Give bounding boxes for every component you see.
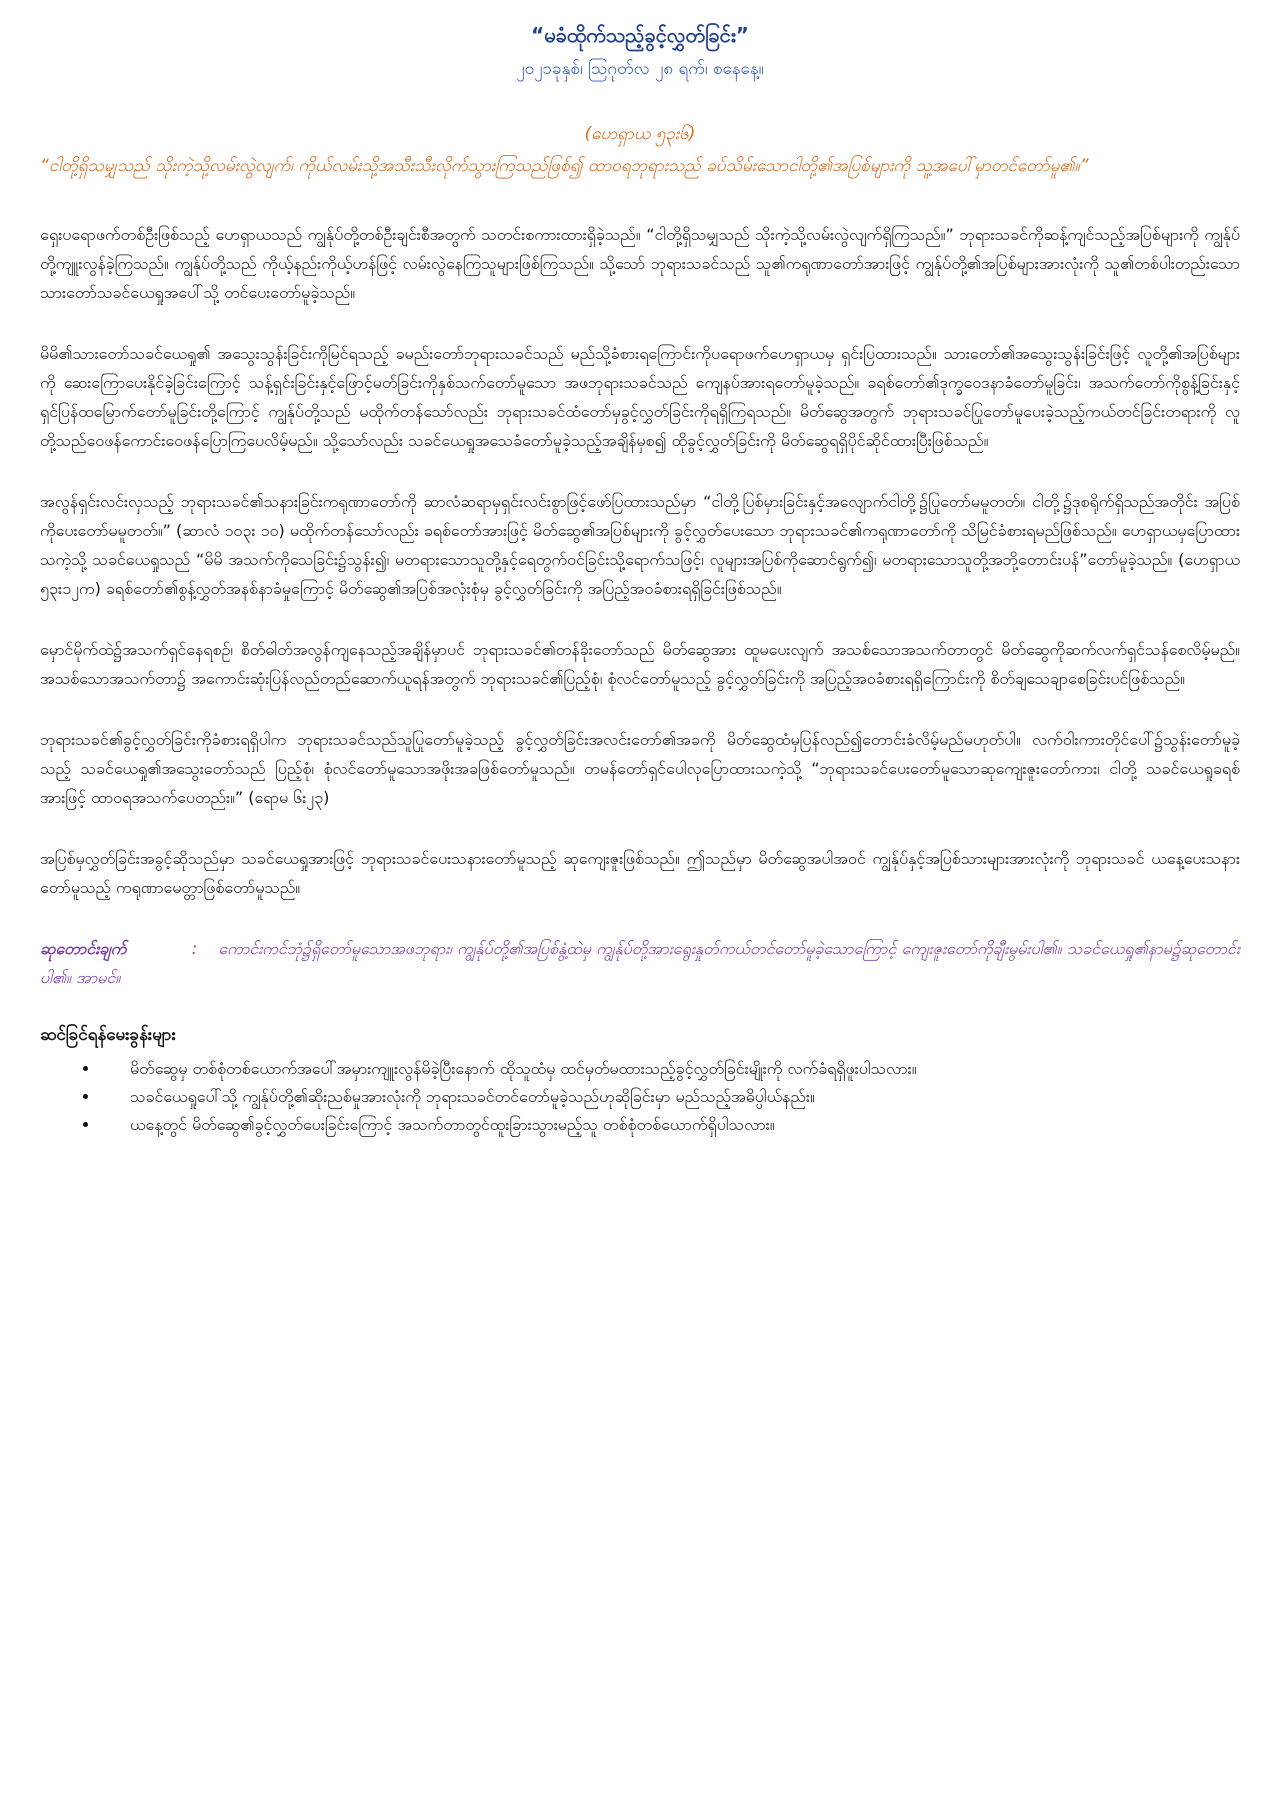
body-paragraph-5: ဘုရားသခင်၏ခွင့်လွှတ်ခြင်းကိုခံစားရရှိပါက ဘုရားသခင်သည်သူပြုတော်မူခဲ့သည့် ခွင့်လွှတ်ခြင်းအလင်းတော်၏အခကို မိတ်ဆွေထံမှပြန်လည်၍တောင်းခံလိမ့်မည်မဟုတ်ပါ။ လက်ဝါးကားတိုင်ပေါ်၌သွန်းတော်မူခဲ့သည့် သခင်ယေရှု၏အသွေးတော်သည် ပြည့်စုံ၊ စုံလင်တော်မူသောအဖိုးအခဖြစ်တော်မူသည်။ တမန်တော်ရှင်ပေါလုပြောထားသကဲ့သို့ “ဘုရားသခင်ပေးတော်မူသောဆုကျေးဇူးတော်ကား၊ ငါတို့ သခင်ယေရှုခရစ်အားဖြင့် ထာဝရအသက်ပေတည်း။” (ရောမ ၆း၂၃)	[40, 730, 1240, 807]
body-paragraph-6: အပြစ်မှလွှတ်ခြင်းအခွင့်ဆိုသည်မှာ သခင်ယေရှုအားဖြင့် ဘုရားသခင်ပေးသနားတော်မူသည့် ဆုကျေးဇူးဖြစ်သည်။ ဤသည်မှာ မိတ်ဆွေအပါအဝင် ကျွန်ုပ်နှင့်အပြစ်သားများအားလုံးကို ဘုရားသခင် ယနေ့ပေးသနားတော်မူသည့် ကရုဏာမေတ္တာဖြစ်တော်မူသည်။	[40, 849, 1240, 897]
question-item: • မိတ်ဆွေမှ တစ်စုံတစ်ယောက်အပေါ်အမှားကျူးလွန်မိခဲ့ပြီးနောက် ထိုသူထံမှ ထင်မှတ်မထားသည့်ခွင့်လွှတ်ခြင်းမျိုးကို လက်ခံရရှိဖူးပါသလား။	[100, 1055, 1240, 1083]
body-paragraph-4: မှောင်မိုက်ထဲ၌အသက်ရှင်နေရစဉ်၊ စိတ်ဓါတ်အလွန်ကျနေသည့်အချိန်မှာပင် ဘုရားသခင်၏တန်ခိုးတော်သည် မိတ်ဆွေအား ထူမပေးလျက် အသစ်သောအသက်တာတွင် မိတ်ဆွေကိုဆက်လက်ရှင်သန်စေလိမ့်မည်။ အသစ်သောအသက်တာ၌ အကောင်းဆုံးပြန်လည်တည်ဆောက်ယူရန်အတွက် ဘုရားသခင်၏ပြည့်စုံ၊ စုံလင်တော်မူသည့် ခွင့်လွှတ်ခြင်းကို အပြည့်အဝခံစားရရှိကြောင်းကို စိတ်ချသေချာစေခြင်းပင်ဖြစ်သည်။	[40, 640, 1240, 688]
question-item: • ယနေ့တွင် မိတ်ဆွေ၏ခွင့်လွှတ်ပေးခြင်းကြောင့် အသက်တာတွင်ထူးခြားသွားမည့်သူ တစ်စုံတစ်ယောက်ရှိပါသလား။	[100, 1111, 1240, 1139]
questions-heading: ဆင်ခြင်ရန်မေးခွန်းများ	[40, 1025, 176, 1045]
scripture-quote: “ငါတို့ရှိသမျှသည် သိုးကဲ့သို့လမ်းလွဲလျက်၊ ကိုယ်လမ်းသို့အသီးသီးလိုက်သွားကြသည်ဖြစ်၍ ထာဝရဘုရားသည် ခပ်သိမ်းသောငါတို့၏အပြစ်များကို သူ့အပေါ်မှာတင်တော်မူ၏။”	[40, 156, 1089, 176]
page-date: ၂၀၂၁ခုနှစ်၊ ဩဂုတ်လ ၂၈ ရက်၊ စနေနေ့။	[516, 59, 764, 79]
page-title: “မခံထိုက်သည့်ခွင့်လွှတ်ခြင်း”	[531, 23, 749, 47]
prayer-label: ဆုတောင်းချက်	[40, 939, 127, 958]
prayer-separator: :	[191, 939, 198, 958]
question-item: • သခင်ယေရှုပေါ်သို့ ကျွန်ုပ်တို့၏ဆိုးညစ်မှုအားလုံးကို ဘုရားသခင်တင်တော်မူခဲ့သည်ဟုဆိုခြင်းမှာ မည်သည့်အဓိပ္ပါယ်နည်း။	[100, 1083, 1240, 1111]
questions-list	[40, 1055, 1240, 1139]
prayer-block	[40, 934, 1240, 992]
body-paragraph-3: အလွန်ရှင်းလင်းလှသည့် ဘုရားသခင်၏သနားခြင်းကရုဏာတော်ကို ဆာလံဆရာမှရှင်းလင်းစွာဖြင့်ဖော်ပြထားသည်မှာ “ငါတို့ပြစ်မှားခြင်းနှင့်အလျောက်ငါတို့၌ပြုတော်မမူတတ်။ ငါတို့၌ဒုစရိုက်ရှိသည်အတိုင်း အပြစ်ကိုပေးတော်မမူတတ်။” (ဆာလံ ၁၀၃း ၁၀) မထိုက်တန်သော်လည်း ခရစ်တော်အားဖြင့် မိတ်ဆွေ၏အပြစ်များကို ခွင့်လွှတ်ပေးသော ဘုရားသခင်၏ကရုဏာတော်ကို သိမြင်ခံစားရမည်ဖြစ်သည်။ ဟေရှာယမှပြောထားသကဲ့သို့ သခင်ယေရှုသည် “မိမိ အသက်ကိုသေခြင်း၌သွန်း၍၊ မတရားသောသူတို့နှင့်ရေတွက်ဝင်ခြင်းသို့ရောက်သဖြင့်၊ လူများအပြစ်ကိုဆောင်ရွက်၍၊ မတရားသောသူတို့အဘို့တောင်းပန်”တော်မူခဲ့သည်။ (ဟေရှာယ ၅၃း၁၂က) ခရစ်တော်၏စွန့်လွှတ်အနစ်နာခံမှုကြောင့် မိတ်ဆွေ၏အပြစ်အလုံးစုံမှ ခွင့်လွှတ်ခြင်းကို အပြည့်အဝခံစားရရှိခြင်းဖြစ်သည်။	[40, 492, 1241, 598]
body-paragraph-2: မိမိ၏သားတော်သခင်ယေရှု၏ အသွေးသွန်းခြင်းကိုမြင်ရသည့် ခမည်းတော်ဘုရားသခင်သည် မည်သို့ခံစားရကြောင်းကိုပရောဖက်ဟေရှာယမှ ရှင်းပြထားသည်။ သားတော်၏အသွေးသွန်းခြင်းဖြင့် လူတို့၏အပြစ်များကို ဆေးကြောပေးနိုင်ခဲ့ခြင်းကြောင့် သန့်ရှင်းခြင်းနှင့်ဖြောင့်မတ်ခြင်းကိုနှစ်သက်တော်မူသော အဖဘုရားသခင်သည် ကျေနပ်အားရတော်မူခဲ့သည်။ ခရစ်တော်၏ဒုက္ခဝေဒနာခံတော်မူခြင်း၊ အသက်တော်ကိုစွန့်ခြင်းနှင့်ရှင်ပြန်ထမြောက်တော်မူခြင်းတို့ကြောင့် ကျွန်ုပ်တို့သည် မထိုက်တန်သော်လည်း ဘုရားသခင်ထံတော်မှခွင့်လွှတ်ခြင်းကိုရရှိကြရသည်။ မိတ်ဆွေအတွက် ဘုရားသခင်ပြုတော်မူပေးခဲ့သည့်ကယ်တင်ခြင်းတရားကို လူတို့သည်ဝေဖန်ကောင်းဝေဖန်ပြောကြပေလိမ့်မည်။ သို့သော်လည်း သခင်ယေရှုအသေခံတော်မူခဲ့သည့်အချိန်မှစ၍ ထိုခွင့်လွှတ်ခြင်းကို မိတ်ဆွေရရှိပိုင်ဆိုင်ထားပြီးဖြစ်သည်။	[40, 344, 1240, 450]
scripture-reference: (ဟေရှာယ ၅၃း၆)	[584, 124, 696, 144]
body-paragraph-1: ရှေးပရောဖက်တစ်ဦးဖြစ်သည့် ဟေရှာယသည် ကျွန်ုပ်တို့တစ်ဦးချင်းစီအတွက် သတင်းစကားထားရှိခဲ့သည်။ “ငါတို့ရှိသမျှသည် သိုးကဲ့သို့လမ်းလွဲလျက်ရှိကြသည်။” ဘုရားသခင်ကိုဆန့်ကျင်သည့်အပြစ်များကို ကျွန်ုပ်တို့ကျူးလွန်ခဲ့ကြသည်။ ကျွန်ုပ်တို့သည် ကိုယ့်နည်းကိုယ့်ဟန်ဖြင့် လမ်းလွဲနေကြသူများဖြစ်ကြသည်။ သို့သော် ဘုရားသခင်သည် သူ၏ကရုဏာတော်အားဖြင့် ကျွန်ုပ်တို့၏အပြစ်များအားလုံးကို သူ၏တစ်ပါးတည်းသောသားတော်သခင်ယေရှုအပေါ်သို့ တင်ပေးတော်မူခဲ့သည်။	[40, 225, 1240, 302]
prayer-text: ကောင်းကင်ဘုံ၌ရှိတော်မူသောအဖဘုရား၊ ကျွန်ုပ်တို့၏အပြစ်နွံ့ထဲမှ ကျွန်ုပ်တို့အားရွေးနှုတ်ကယ်တင်တော်မူခဲ့သောကြောင့် ကျေးဇူးတော်ကိုချီးမွမ်းပါ၏။ သခင်ယေရှု၏နာမ၌ဆုတောင်းပါ၏။ အာမင်။	[40, 939, 1240, 987]
